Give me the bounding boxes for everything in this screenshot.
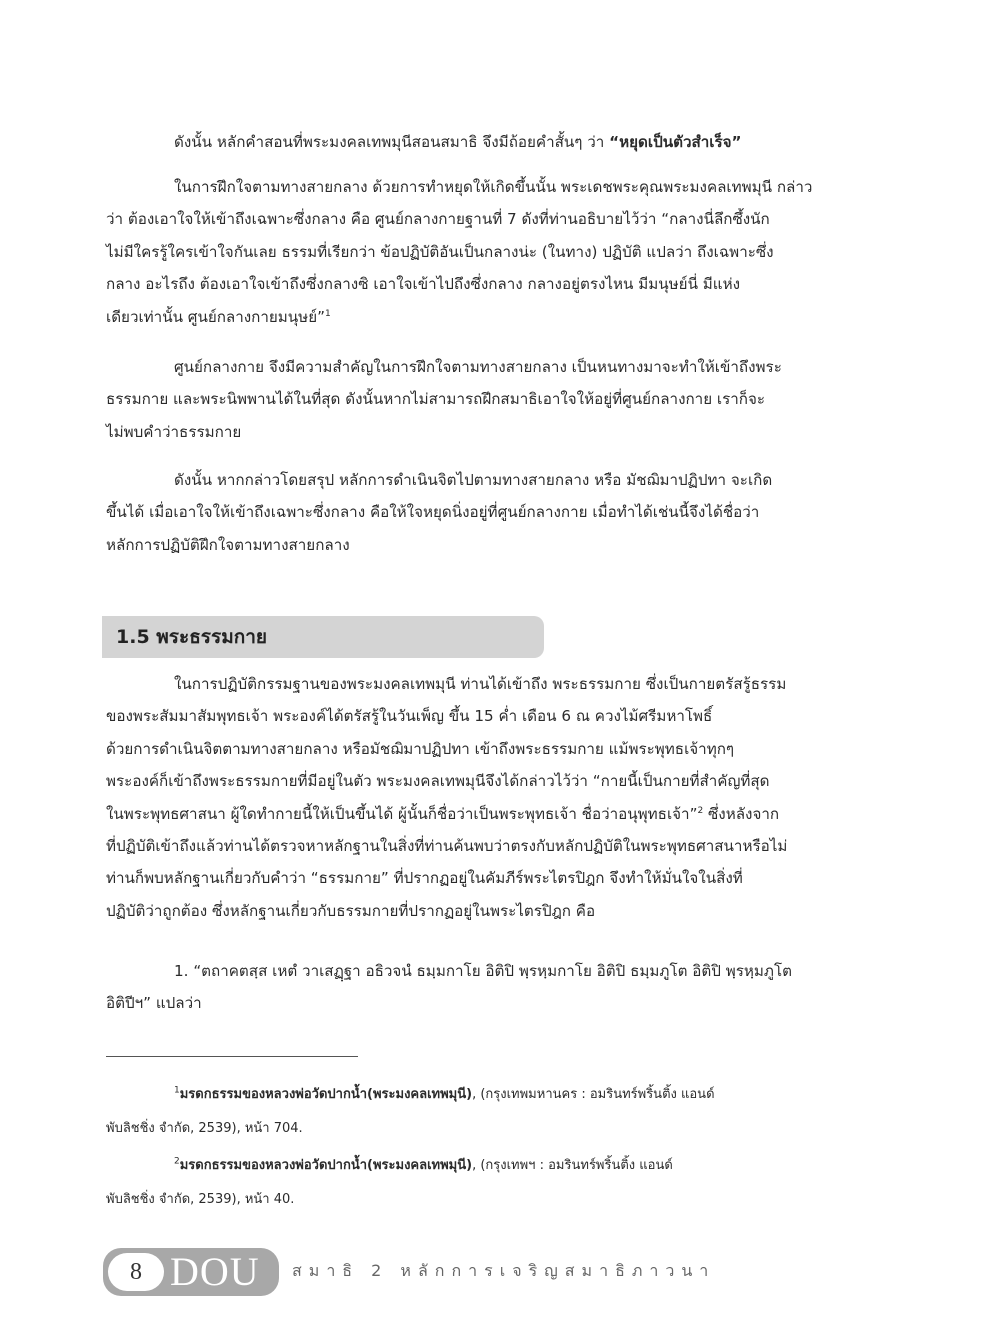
footnote-2 [106, 1149, 882, 1217]
paragraph-line: ในการปฏิบัติกรรมฐานของพระมงคลเทพมุนี ท่านได้เข้าถึง พระธรรมกาย ซึ่งเป็นกายตรัสรู้ธรรม [174, 675, 787, 693]
bold-phrase: “หยุดเป็นตัวสำเร็จ” [609, 133, 742, 151]
footnote-number: 2 [174, 1156, 180, 1167]
paragraph-2 [106, 171, 882, 333]
paragraph-6 [106, 955, 882, 1020]
footnote-line [106, 1149, 882, 1183]
paragraph-line: 1. “ตถาคตสฺส เหตํ วาเสฏฺฐา อธิวจนํ ธมฺมกาโย อิติปิ พฺรหฺมกาโย อิติปิ ธมฺมภูโต อิติปิ พฺรหฺมภูโต [174, 962, 792, 980]
paragraph-text: ซึ่งหลังจาก [703, 804, 780, 823]
paragraph-text: เดียวเท่านั้น ศูนย์กลางกายมนุษย์” [106, 307, 325, 326]
section-heading: 1.5 พระธรรมกาย [102, 616, 544, 658]
paragraph-4 [106, 464, 882, 561]
paragraph-text: ดังนั้น หลักคำสอนที่พระมงคลเทพมุนีสอนสมาธิ จึงมีถ้อยคำสั้นๆ ว่า [174, 133, 610, 151]
page-number: 8 [108, 1253, 164, 1291]
footnote-ref-2[interactable]: 2 [697, 805, 704, 816]
footnote-source-title: มรดกธรรมของหลวงพ่อวัดปากน้ำ(พระมงคลเทพมุนี) [179, 1087, 473, 1102]
footnote-text: , (กรุงเทพฯ : อมรินทร์พริ้นติ้ง แอนด์ [472, 1158, 673, 1173]
paragraph-line [106, 301, 882, 333]
footnote-line [106, 1078, 882, 1112]
paragraph-3 [106, 351, 882, 448]
paragraph-line: ที่ปฏิบัติเข้าถึงแล้วท่านได้ตรวจหาหลักฐานในสิ่งที่ท่านค้นพบว่าตรงกับหลักปฏิบัติในพระพุทธศาสนาหรือไม่ [106, 837, 788, 856]
footnote-line: พับลิชชิ่ง จำกัด, 2539), หน้า 40. [106, 1192, 295, 1207]
paragraph-line: ไม่พบคำว่าธรรมกาย [106, 422, 242, 441]
footnote-1 [106, 1078, 882, 1146]
paragraph-1 [106, 126, 882, 158]
paragraph-line: ด้วยการดำเนินจิตตามทางสายกลาง หรือมัชฌิมาปฏิปทา เข้าถึงพระธรรมกาย แม้พระพุทธเจ้าทุกๆ [106, 739, 735, 758]
footnote-line: พับลิชชิ่ง จำกัด, 2539), หน้า 704. [106, 1121, 303, 1136]
paragraph-line: หลักการปฏิบัติฝึกใจตามทางสายกลาง [106, 535, 350, 554]
paragraph-line: กลาง อะไรถึง ต้องเอาใจเข้าถึงซึ่งกลางซิ เอาใจเข้าไปถึงซึ่งกลาง กลางอยู่ตรงไหน มีมนุษย์นี่ มีแห่ง [106, 275, 741, 294]
paragraph-5 [106, 668, 882, 927]
paragraph-line: อิติปีฯ” แปลว่า [106, 994, 202, 1013]
paragraph-line: พระองค์ก็เข้าถึงพระธรรมกายที่มีอยู่ในตัว พระมงคลเทพมุนีจึงได้กล่าวไว้ว่า “กายนี้เป็นกายที่สำคัญที่สุด [106, 772, 770, 791]
paragraph-text: ในพระพุทธศาสนา ผู้ใดทำกายนี้ให้เป็นขึ้นได้ ผู้นั้นก็ชื่อว่าเป็นพระพุทธเจ้า ชื่อว่าอนุพุทธเจ้า” [106, 804, 698, 823]
paragraph-line [106, 126, 882, 158]
paragraph-line: ของพระสัมมาสัมพุทธเจ้า พระองค์ได้ตรัสรู้ในวันเพ็ญ ขึ้น 15 ค่ำ เดือน 6 ณ ควงไม้ศรีมหาโพธิ์ [106, 707, 713, 726]
paragraph-line: ท่านก็พบหลักฐานเกี่ยวกับคำว่า “ธรรมกาย” ที่ปรากฏอยู่ในคัมภีร์พระไตรปิฎก จึงทำให้มั่นใจในสิ่งที่ [106, 869, 743, 888]
paragraph-line [106, 798, 882, 830]
paragraph-line: ไม่มีใครรู้ใครเข้าใจกันเลย ธรรมที่เรียกว่า ข้อปฏิบัติอันเป็นกลางน่ะ (ในทาง) ปฏิบัติ แปลว่า ถึงเฉพาะซึ่ง [106, 242, 774, 261]
book-title: สมาธิ 2 หลักการเจริญสมาธิภาวนา [292, 1261, 716, 1280]
dou-logo: DOU [170, 1249, 260, 1294]
paragraph-line: ในการฝึกใจตามทางสายกลาง ด้วยการทำหยุดให้เกิดขึ้นนั้น พระเดชพระคุณพระมงคลเทพมุนี กล่าว [174, 178, 813, 196]
paragraph-line: ดังนั้น หากกล่าวโดยสรุป หลักการดำเนินจิตไปตามทางสายกลาง หรือ มัชฌิมาปฏิปทา จะเกิด [174, 471, 773, 489]
paragraph-line: ธรรมกาย และพระนิพพานได้ในที่สุด ดังนั้นหากไม่สามารถฝึกสมาธิเอาใจให้อยู่ที่ศูนย์กลางกาย เราก็จะ [106, 390, 766, 409]
footnote-number: 1 [174, 1085, 180, 1096]
footnote-text: , (กรุงเทพมหานคร : อมรินทร์พริ้นติ้ง แอนด์ [472, 1087, 715, 1102]
footnote-ref-1[interactable]: 1 [324, 308, 331, 319]
paragraph-line: ขึ้นได้ เมื่อเอาใจให้เข้าถึงเฉพาะซึ่งกลาง คือให้ใจหยุดนิ่งอยู่ที่ศูนย์กลางกาย เมื่อทำได้เช่นนี้จึงได้ชื่อว่า [106, 503, 760, 522]
paragraph-line: ปฏิบัติว่าถูกต้อง ซึ่งหลักฐานเกี่ยวกับธรรมกายที่ปรากฏอยู่ในพระไตรปิฎก คือ [106, 901, 596, 920]
footnote-source-title: มรดกธรรมของหลวงพ่อวัดปากน้ำ(พระมงคลเทพมุนี) [179, 1158, 473, 1173]
paragraph-line: ว่า ต้องเอาใจให้เข้าถึงเฉพาะซึ่งกลาง คือ ศูนย์กลางกายฐานที่ 7 ดังที่ท่านอธิบายไว้ว่า “กลางนี่ลึกซึ้งนัก [106, 210, 770, 229]
paragraph-line: ศูนย์กลางกาย จึงมีความสำคัญในการฝึกใจตามทางสายกลาง เป็นหนทางมาจะทำให้เข้าถึงพระ [174, 358, 782, 376]
footnote-divider [106, 1056, 358, 1057]
